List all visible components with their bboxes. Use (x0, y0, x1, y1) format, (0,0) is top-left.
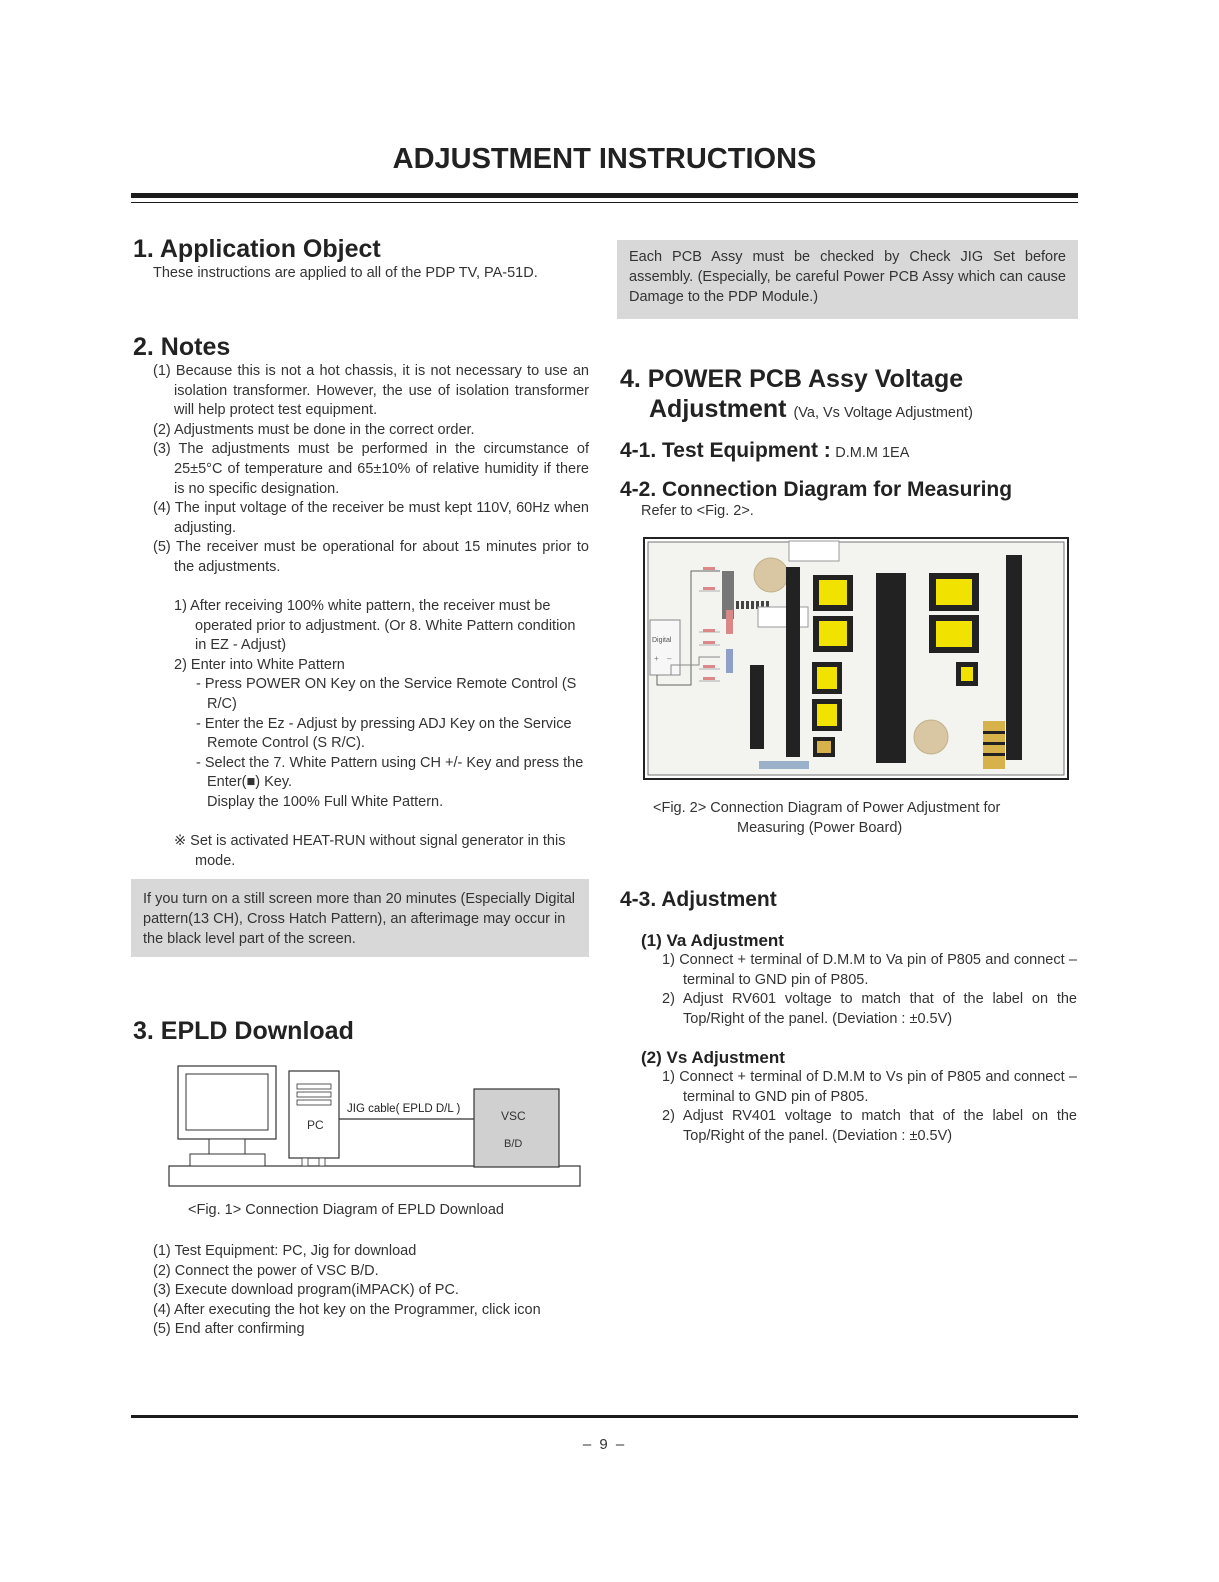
jig-cable-label: JIG cable( EPLD D/L ) (347, 1103, 461, 1115)
notes-item: (5) The receiver must be operational for about 15 minutes prior to the adjustments. (153, 539, 589, 575)
section-4-3-heading: 4-3. Adjustment (620, 888, 777, 911)
svg-text:–: – (667, 654, 672, 663)
vs-adjustment-heading: (2) Vs Adjustment (641, 1048, 785, 1067)
section-4-1 (620, 439, 1080, 463)
va-step: 1) Connect + terminal of D.M.M to Va pin of P805 and connect – terminal to GND pin of P805. (662, 952, 1077, 988)
va-step: 2) Adjust RV601 voltage to match that of the label on the Top/Right of the panel. (Deviation : ±0.5V) (662, 991, 1077, 1027)
white-pattern-instructions (174, 597, 588, 813)
fig-2-caption (653, 798, 1073, 838)
va-adjustment-heading: (1) Va Adjustment (641, 931, 784, 950)
notes-item: (2) Adjustments must be done in the correct order. (153, 421, 475, 438)
footer-rule (131, 1415, 1078, 1418)
heat-run-note (174, 832, 588, 871)
monitor-icon (178, 1066, 276, 1166)
notes-item: (3) The adjustments must be performed in the circumstance of 25±5°C of temperature and 65±10% of relative humidity if there is no specific designation. (153, 441, 589, 497)
page-title: ADJUSTMENT INSTRUCTIONS (392, 143, 817, 175)
section-application-object (133, 235, 593, 284)
notes-sub-item: 1) After receiving 100% white pattern, the receiver must be operated prior to adjustment. (Or 8. White Pattern condition in EZ - Adjust) (174, 598, 576, 654)
section-4-2-heading: 4-2. Connection Diagram for Measuring (620, 478, 1013, 501)
pc-label: PC (307, 1118, 324, 1132)
section-1-text: These instructions are applied to all of the PDP TV, PA-51D. (153, 265, 538, 281)
notes-item: (1) Because this is not a hot chassis, it is not necessary to use an isolation transformer. However, the use of isolation transformer will help protect test equipment. (153, 363, 589, 419)
notes-sub-item: 2) Enter into White Pattern (174, 656, 345, 673)
page-number: – 9 – (582, 1436, 627, 1453)
epld-step: (2) Connect the power of VSC B/D. (153, 1262, 379, 1279)
fig-1-caption: <Fig. 1> Connection Diagram of EPLD Download (188, 1202, 504, 1218)
section-4-2 (620, 478, 1080, 522)
section-4-heading-word: Adjustment (649, 395, 787, 423)
fig-2-caption-line2: Measuring (Power Board) (737, 820, 903, 836)
section-1-heading: 1. Application Object (133, 235, 381, 263)
bd-label: B/D (504, 1138, 523, 1150)
notes-dash-item: - Press POWER ON Key on the Service Remote Control (S R/C) (196, 676, 577, 712)
va-adjustment (641, 931, 1077, 1029)
epld-download-diagram (165, 1062, 585, 1192)
check-jig-box (617, 240, 1078, 319)
check-jig-text: Each PCB Assy must be checked by Check JIG Set before assembly. (Especially, be careful Power PCB Assy which can cause Damage to the PDP Module.) (629, 249, 1066, 305)
epld-step: (1) Test Equipment: PC, Jig for download (153, 1243, 417, 1259)
epld-step: (3) Execute download program(iMPACK) of PC. (153, 1282, 459, 1299)
epld-steps (153, 1242, 593, 1340)
dmm-icon (650, 620, 680, 675)
epld-step: (4) After executing the hot key on the Programmer, click icon (153, 1301, 541, 1318)
vsc-label: VSC (501, 1109, 526, 1123)
header-rule-thick (131, 193, 1078, 198)
section-notes (133, 333, 589, 578)
notes-item: (4) The input voltage of the receiver be must kept 110V, 60Hz when adjusting. (153, 500, 589, 536)
section-power-pcb (620, 365, 1080, 424)
epld-step: (5) End after confirming (153, 1321, 305, 1338)
vs-adj-callout (758, 607, 808, 627)
vs-adjustment (641, 1048, 1077, 1146)
section-3-heading: 3. EPLD Download (133, 1017, 354, 1045)
svg-text:Digital: Digital (652, 637, 672, 644)
afterimage-warning-box (131, 879, 589, 957)
notes-dash-item: - Select the 7. White Pattern using CH +/- Key and press the Enter(■) Key. (196, 754, 584, 791)
section-4-1-heading: 4-1. Test Equipment : (620, 439, 831, 462)
notes-dash-continuation: Display the 100% Full White Pattern. (207, 793, 444, 810)
vs-step: 1) Connect + terminal of D.M.M to Vs pin of P805 and connect – terminal to GND pin of P805. (662, 1069, 1077, 1105)
fig-2-caption-line1: <Fig. 2> Connection Diagram of Power Adjustment for (653, 800, 1001, 816)
section-2-heading: 2. Notes (133, 333, 231, 361)
section-4-heading-suffix: (Va, Vs Voltage Adjustment) (793, 405, 973, 421)
heat-run-text: ※ Set is activated HEAT-RUN without signal generator in this mode. (174, 833, 566, 869)
section-4-1-value: D.M.M 1EA (835, 445, 910, 461)
afterimage-warning-text: If you turn on a still screen more than 20 minutes (Especially Digital pattern(13 CH), Cross Hatch Pattern), an afterimage may occur in the black level part of the screen. (143, 891, 575, 947)
va-adj-callout (789, 541, 839, 561)
section-4-2-text: Refer to <Fig. 2>. (641, 503, 754, 519)
header-rule-thin (131, 202, 1078, 203)
vsc-board (474, 1089, 559, 1167)
vs-step: 2) Adjust RV401 voltage to match that of the label on the Top/Right of the panel. (Deviation : ±0.5V) (662, 1108, 1077, 1144)
svg-text:+: + (654, 654, 659, 663)
notes-dash-item: - Enter the Ez - Adjust by pressing ADJ Key on the Service Remote Control (S R/C). (196, 715, 572, 752)
power-board-photo (643, 537, 1069, 780)
section-4-heading-line2 (620, 395, 1080, 424)
section-4-heading-line1: 4. POWER PCB Assy Voltage (620, 365, 964, 393)
